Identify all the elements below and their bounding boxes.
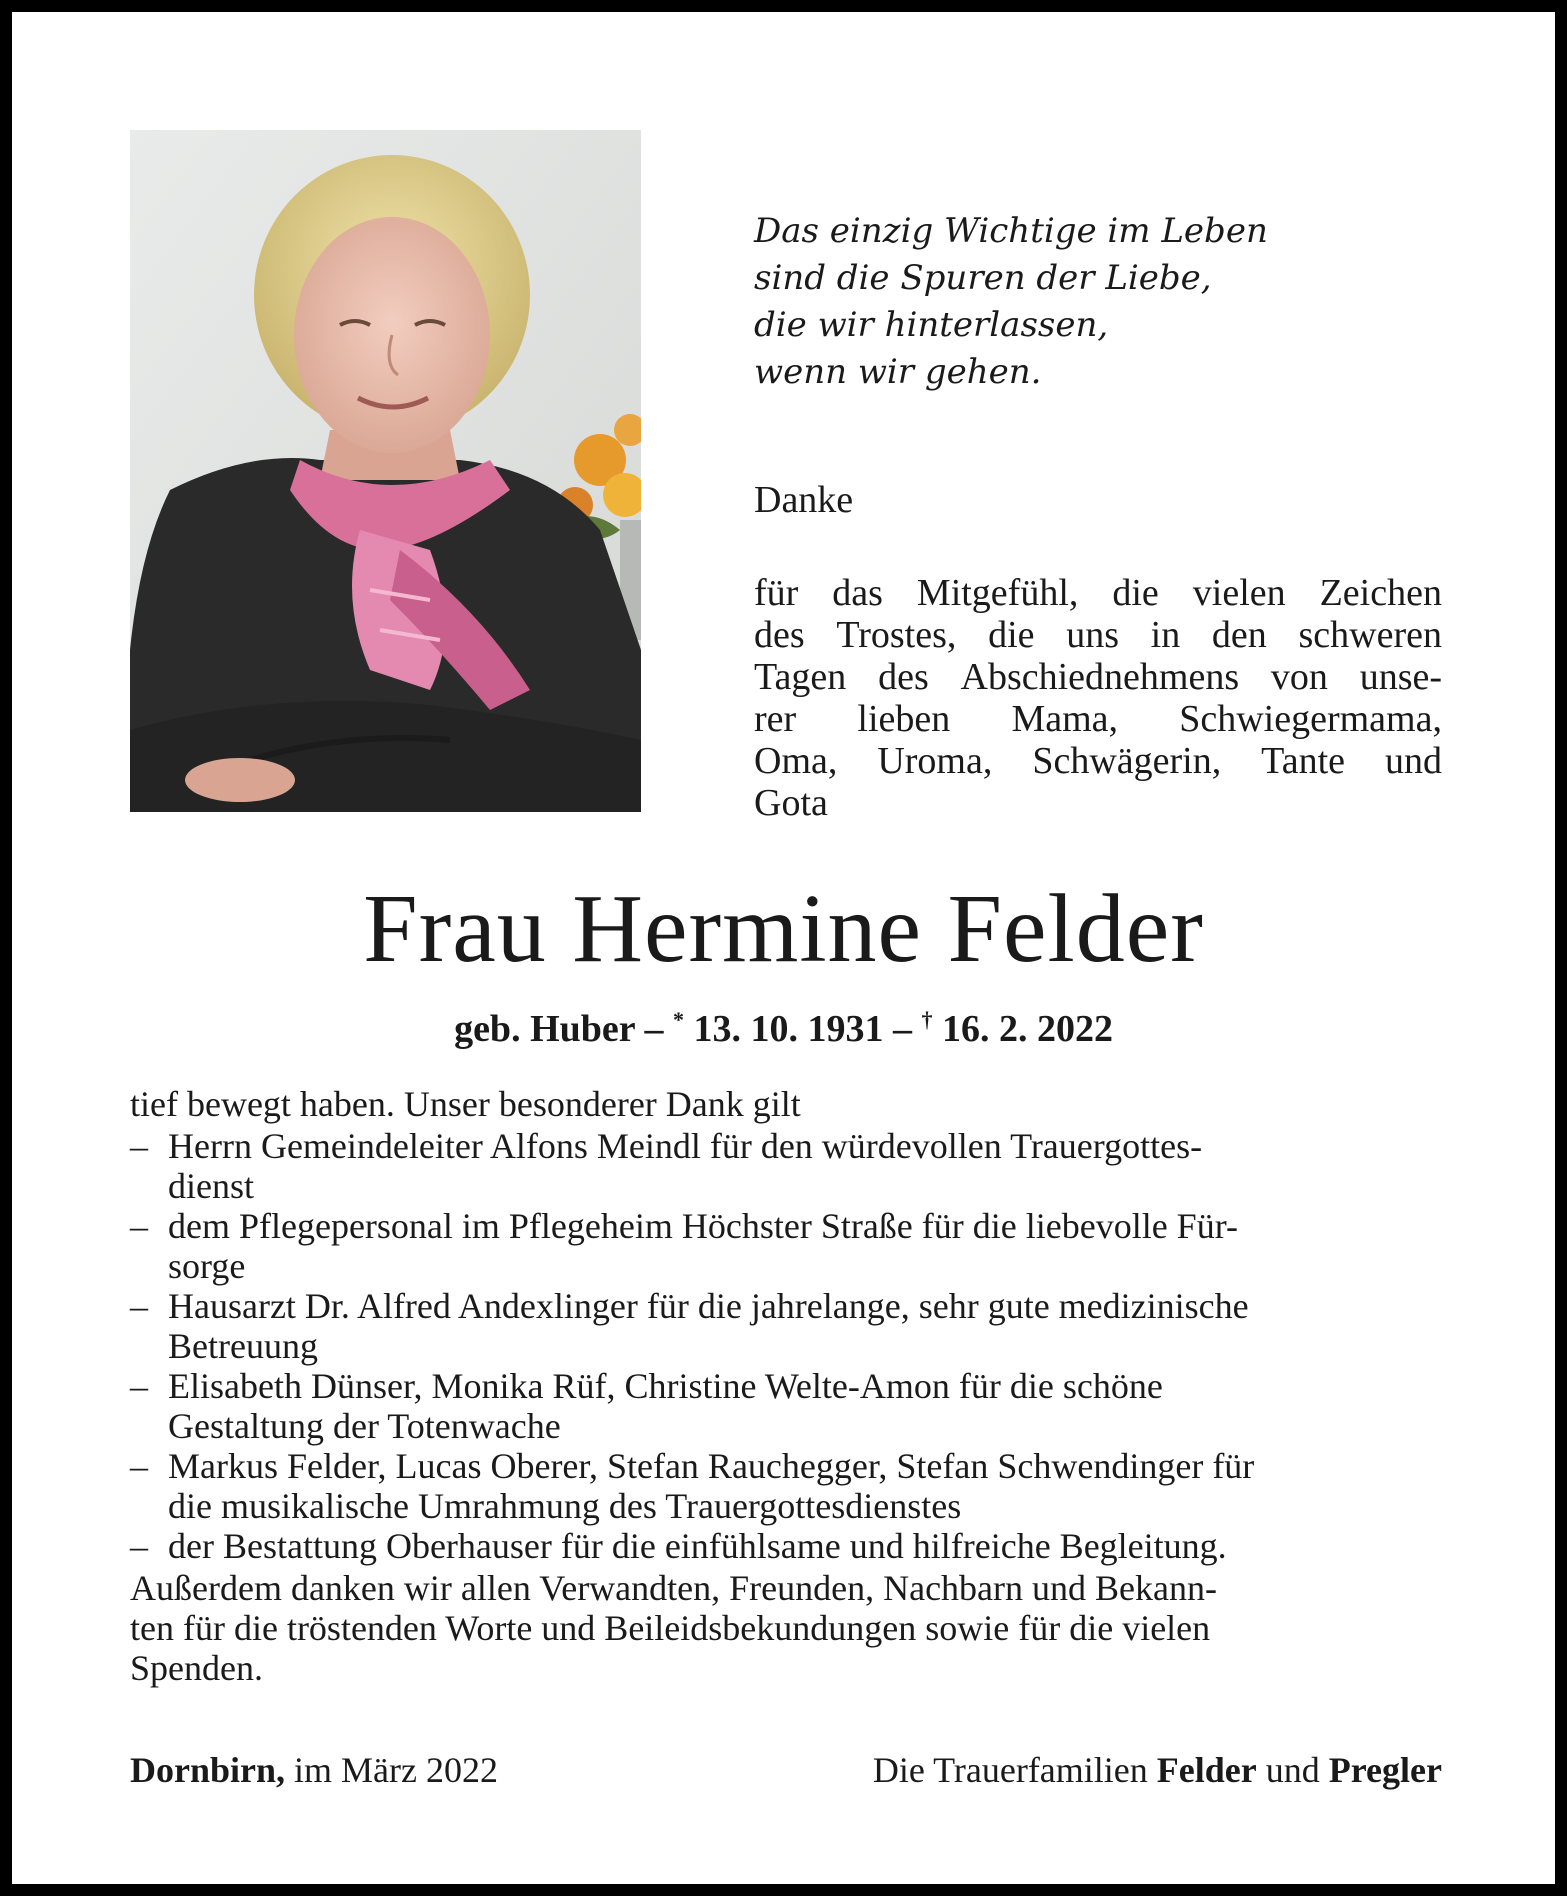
list-item: – Elisabeth Dünser, Monika Rüf, Christine Welte-Amon für die schöne Gestaltung der Totenwache [130,1366,1163,1446]
thanks-intro-line: Oma, Uroma, Schwägerin, Tante und [754,740,1442,782]
list-item: – Herrn Gemeindeleiter Alfons Meindl für den würdevollen Trauergottes- dienst [130,1126,1203,1206]
birth-symbol: * [672,1007,684,1032]
footer [130,1748,1442,1792]
date: im März 2022 [285,1750,498,1790]
thanks-intro-line: für das Mitgefühl, die vielen Zeichen [754,572,1442,614]
born-name: geb. Huber [454,1008,635,1050]
quote-line: wenn wir gehen. [754,352,1042,392]
place: Dornbirn, [130,1750,286,1790]
death-symbol: † [921,1007,933,1032]
list-item: – Hausarzt Dr. Alfred Andexlinger für die jahrelange, sehr gute medizinische Betreuung [130,1286,1249,1366]
thanks-body [130,1084,1442,1688]
families: Die Trauerfamilien Felder und Pregler [872,1750,1442,1790]
list-item: – dem Pflegepersonal im Pflegeheim Höchster Straße für die liebevolle Für- sorge [130,1206,1238,1286]
thanks-list [130,1126,1442,1566]
portrait-photo-illustration [130,130,641,812]
danke-heading: Danke [754,479,854,521]
thanks-intro-line: Tagen des Abschiednehmens von unse- [754,656,1442,698]
obituary-card [12,12,1555,1884]
quote-line: Das einzig Wichtige im Leben [754,211,1268,251]
family-name: Pregler [1328,1750,1442,1790]
life-dates: geb. Huber – * 13. 10. 1931 – † 16. 2. 2022 [454,1007,1113,1050]
list-item: – Markus Felder, Lucas Oberer, Stefan Rauchegger, Stefan Schwendinger für die musikalische Umrahmung des Trauergottesdienstes [130,1446,1255,1526]
death-date: 16. 2. 2022 [932,1008,1113,1050]
quote [754,208,1454,396]
thanks-intro-line: rer lieben Mama, Schwiegermama, [754,698,1442,740]
deceased-name: Frau Hermine Felder [363,875,1204,983]
thanks-intro [754,572,1442,824]
list-item: – der Bestattung Oberhauser für die einfühlsame und hilfreiche Begleitung. [130,1526,1227,1566]
quote-line: die wir hinterlassen, [754,305,1109,345]
place-date [130,1748,498,1792]
quote-line: sind die Spuren der Liebe, [754,258,1212,298]
closing-paragraph: Außerdem danken wir allen Verwandten, Freunden, Nachbarn und Bekann- ten für die tröstenden Worte und Beileidsbekundungen sowie für die vielen Spenden. [130,1568,1217,1688]
family-name: Felder [1156,1750,1257,1790]
birth-date: 13. 10. 1931 [683,1008,884,1050]
portrait-photo [130,130,641,812]
body-intro: tief bewegt haben. Unser besonderer Dank gilt [130,1084,801,1124]
thanks-intro-line: des Trostes, die uns in den schweren [754,614,1442,656]
thanks-intro-line: Gota [754,782,828,824]
